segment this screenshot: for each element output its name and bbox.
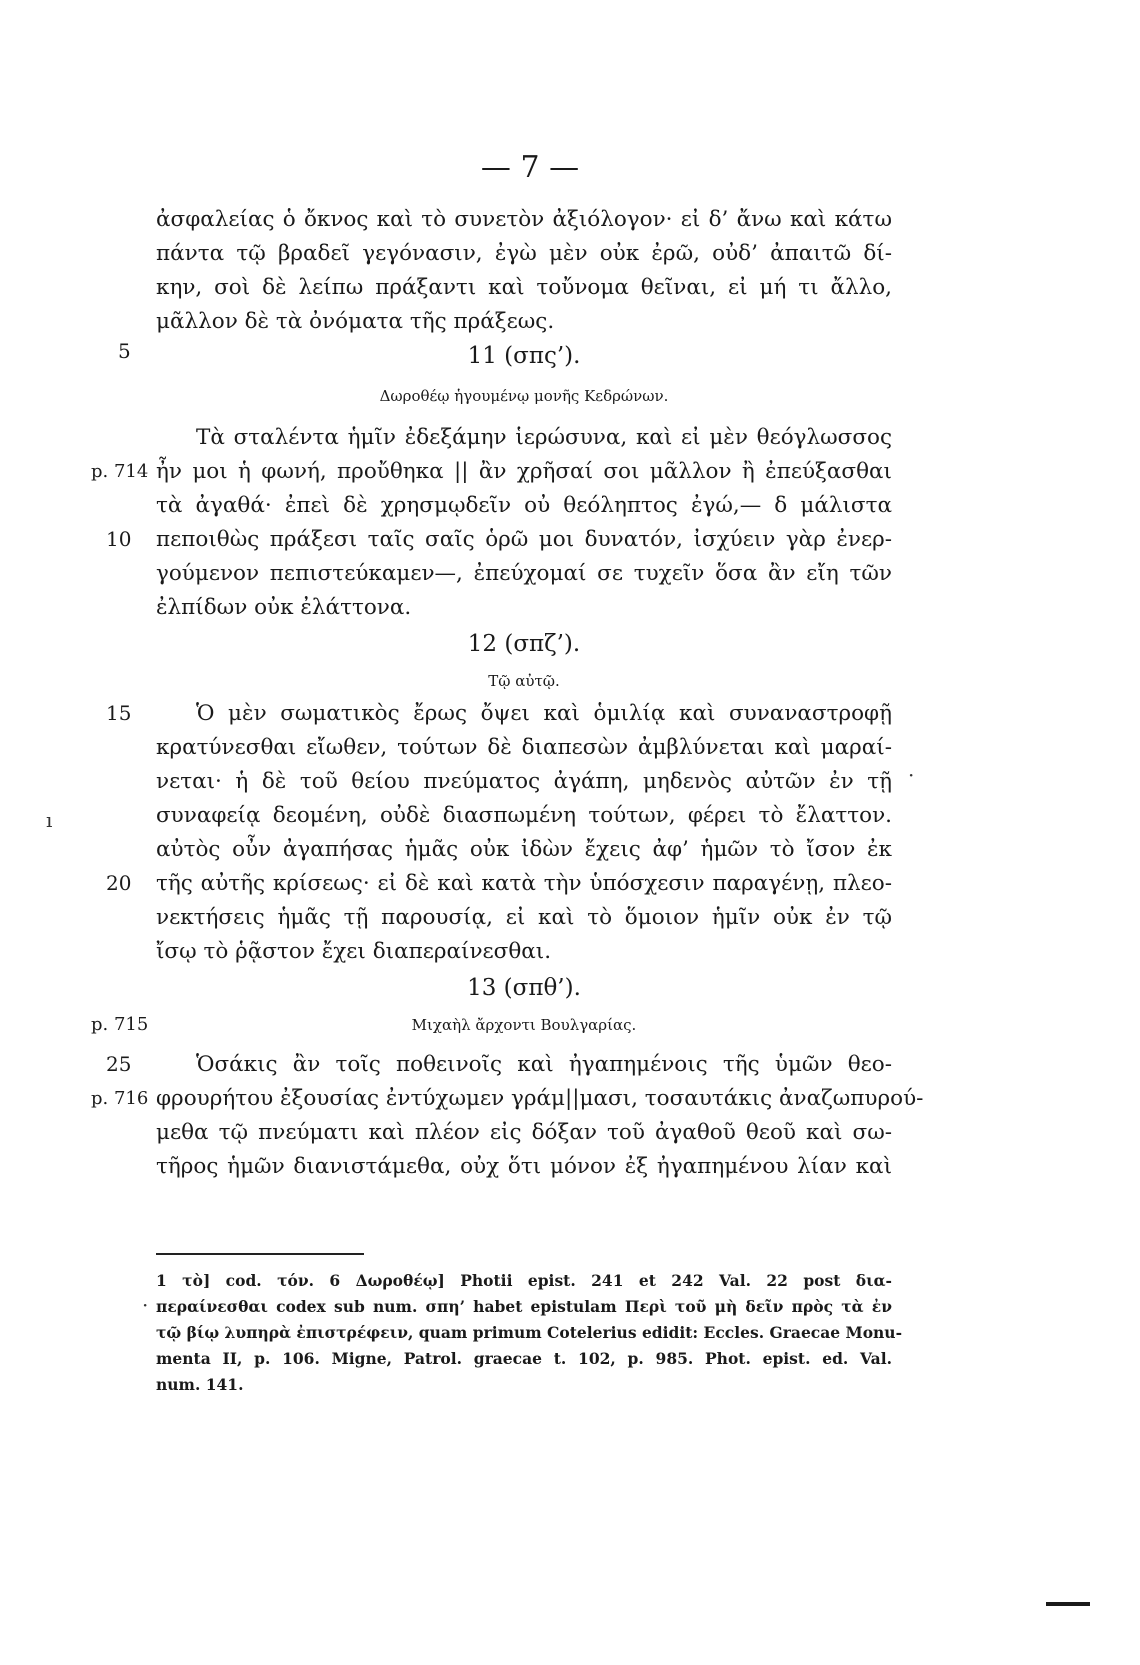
- text-line: ἦν μοι ἡ φωνή, προὔθηκα || ἂν χρῆσαί σοι μᾶλλον ἢ ἐπεύξασθαι: [156, 459, 892, 484]
- text-line: νεται· ἡ δὲ τοῦ θείου πνεύματος ἀγάπη, μηδενὸς αὐτῶν ἐν τῇ: [156, 769, 892, 794]
- text-line: Ὁσάκις ἂν τοῖς ποθεινοῖς καὶ ἠγαπημένοις τῆς ὑμῶν θεο-: [196, 1052, 892, 1077]
- scan-mark: ·: [908, 763, 915, 787]
- footnote-line: περαίνεσθαι codex sub num. σπη’ habet epistulam Περὶ τοῦ μὴ δεῖν πρὸς τὰ ἐν: [156, 1297, 892, 1316]
- footnote-line: menta II, p. 106. Migne, Patrol. graecae t. 102, p. 985. Phot. epist. ed. Val.: [156, 1349, 892, 1368]
- page-reference: p. 715: [91, 1014, 149, 1035]
- text-line: αὐτὸς οὖν ἀγαπήσας ἡμᾶς οὐκ ἰδὼν ἔχεις ἀφ’ ἡμῶν τὸ ἴσον ἐκ: [156, 837, 892, 862]
- letter-heading: 13 (σπθ’).: [467, 975, 581, 1001]
- letter-heading: 12 (σπζ’).: [467, 631, 581, 657]
- letter-heading: 11 (σπς’).: [467, 343, 581, 369]
- text-line: συναφείᾳ δεομένη, οὐδὲ διασπωμένη τούτων, φέρει τὸ ἔλαττον.: [156, 803, 892, 828]
- letter-addressee: Μιχαὴλ ἄρχοντι Βουλγαρίας.: [411, 1016, 637, 1034]
- text-line: τὰ ἀγαθά· ἐπεὶ δὲ χρησμῳδεῖν οὐ θεόληπτος ἐγώ,— δ μάλιστα: [156, 493, 892, 518]
- text-line: Τὰ σταλέντα ἡμῖν ἐδεξάμην ἱερώσυνα, καὶ εἰ μὲν θεόγλωσσος: [196, 425, 892, 450]
- text-line: νεκτήσεις ἡμᾶς τῇ παρουσίᾳ, εἰ καὶ τὸ ὅμοιον ἡμῖν οὐκ ἐν τῷ: [156, 905, 892, 930]
- line-number: 5: [118, 339, 131, 363]
- text-line: ἀσφαλείας ὁ ὄκνος καὶ τὸ συνετὸν ἀξιόλογον· εἰ δ’ ἄνω καὶ κάτω: [156, 207, 892, 232]
- text-line: γούμενον πεπιστεύκαμεν—, ἐπεύχομαί σε τυχεῖν ὅσα ἂν εἴη τῶν: [156, 561, 892, 586]
- text-line: τῆς αὐτῆς κρίσεως· εἰ δὲ καὶ κατὰ τὴν ὑπόσχεσιν παραγένῃ, πλεο-: [156, 871, 892, 896]
- text-line: φρουρήτου ἐξουσίας ἐντύχωμεν γράμ||μασι, τοσαυτάκις ἀναζωπυρού-: [156, 1086, 924, 1111]
- text-line: Ὁ μὲν σωματικὸς ἔρως ὄψει καὶ ὁμιλίᾳ καὶ συναναστροφῇ: [196, 701, 892, 726]
- line-number: 15: [106, 701, 132, 725]
- footnote-line: 1 τὸ] cod. τόν. 6 Δωροθέῳ] Photii epist. 241 et 242 Val. 22 post δια-: [156, 1271, 892, 1290]
- scan-mark: ı: [46, 808, 53, 832]
- line-number: 10: [106, 527, 132, 551]
- text-line: μεθα τῷ πνεύματι καὶ πλέον εἰς δόξαν τοῦ ἀγαθοῦ θεοῦ καὶ σω-: [156, 1120, 892, 1145]
- text-line: τῆρος ἡμῶν διανιστάμεθα, οὐχ ὅτι μόνον ἐξ ἠγαπημένου λίαν καὶ: [156, 1154, 892, 1179]
- footnote-rule: [156, 1253, 364, 1255]
- line-number: 25: [106, 1052, 132, 1076]
- page-number: — 7 —: [480, 150, 580, 185]
- footnote-line: num. 141.: [156, 1375, 244, 1394]
- text-line: ἐλπίδων οὐκ ἐλάττονα.: [156, 595, 412, 620]
- text-line: πεποιθὼς πράξεσι ταῖς σαῖς ὁρῶ μοι δυνατόν, ἰσχύειν γὰρ ἐνερ-: [156, 527, 892, 552]
- text-line: μᾶλλον δὲ τὰ ὀνόματα τῆς πράξεως.: [156, 309, 555, 334]
- text-line: πάντα τῷ βραδεῖ γεγόνασιν, ἐγὼ μὲν οὐκ ἐρῶ, οὐδ’ ἀπαιτῶ δί-: [156, 241, 892, 266]
- scan-mark: ·: [142, 1293, 149, 1317]
- edge-mark: [1046, 1602, 1090, 1606]
- line-number: 20: [106, 871, 132, 895]
- letter-addressee: Τῷ αὐτῷ.: [488, 672, 560, 690]
- text-line: ἴσῳ τὸ ῥᾷστον ἔχει διαπεραίνεσθαι.: [156, 939, 552, 964]
- text-line: κην, σοὶ δὲ λείπω πράξαντι καὶ τοὔνομα θεῖναι, εἰ μή τι ἄλλο,: [156, 275, 892, 300]
- letter-addressee: Δωροθέῳ ἡγουμένῳ μονῆς Κεδρώνων.: [379, 387, 669, 405]
- page-reference: p. 716: [91, 1088, 149, 1109]
- text-line: κρατύνεσθαι εἴωθεν, τούτων δὲ διαπεσὼν ἀμβλύνεται καὶ μαραί-: [156, 735, 892, 760]
- footnote-line: τῷ βίῳ λυπηρὰ ἐπιστρέφειν, quam primum Cotelerius edidit: Eccles. Graecae Monu-: [156, 1323, 903, 1342]
- page-reference: p. 714: [91, 461, 149, 482]
